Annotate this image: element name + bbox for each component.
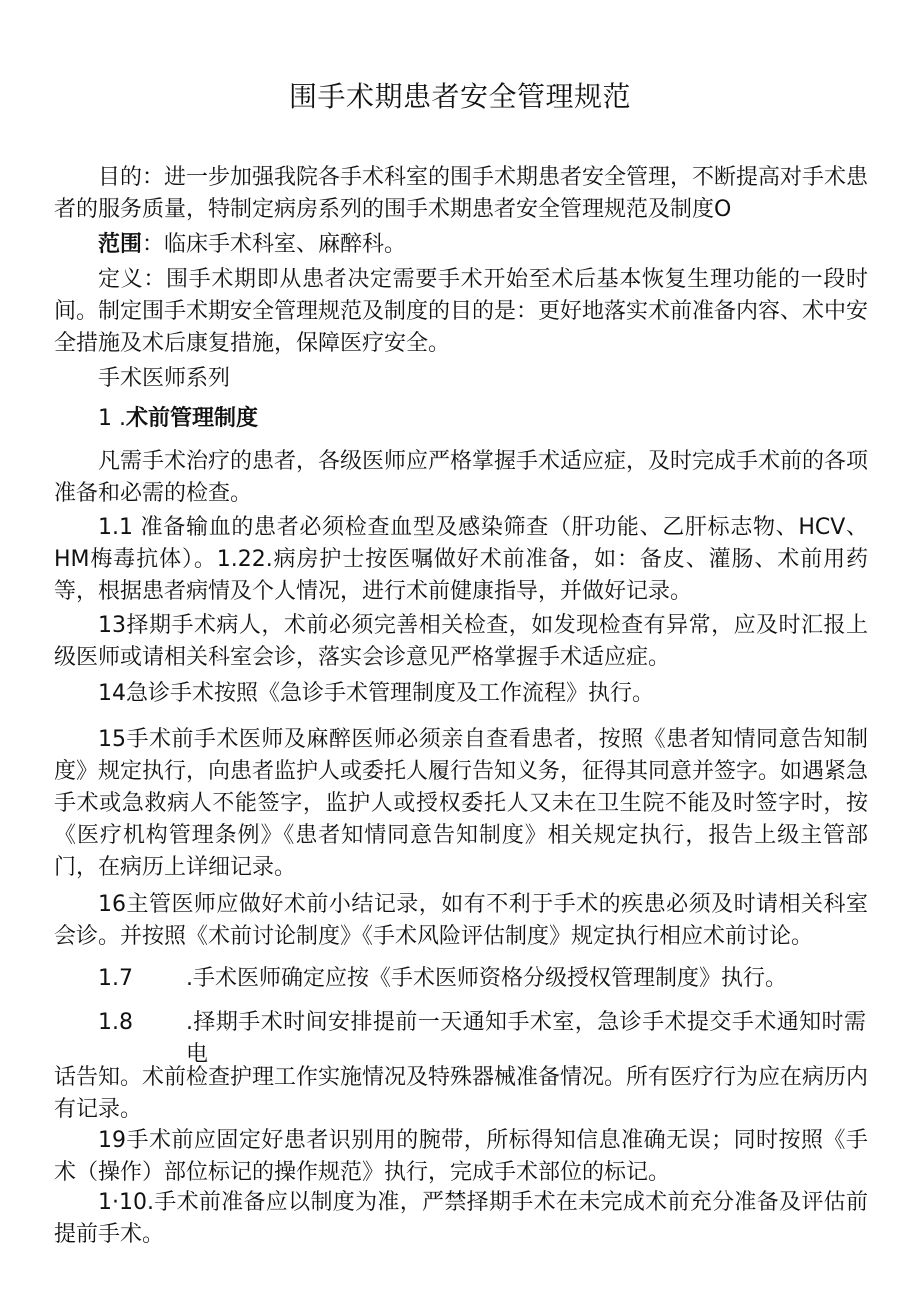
section1-number: 1 . — [98, 406, 126, 431]
section1-heading — [54, 403, 868, 435]
item-16-paragraph: 16主管医师应做好术前小结记录，如有不利于手术的疾患必须及时请相关科室会诊。并按照《术前讨论制度》《手术风险评估制度》规定执行相应术前讨论。 — [54, 892, 868, 949]
item-18-text: .择期手术时间安排提前一天通知手术室，急诊手术提交手术通知时需电 — [186, 1010, 866, 1067]
series-heading: 手术医师系列 — [98, 366, 231, 391]
item-18-number: 1.8 — [98, 1010, 133, 1035]
scope-text: ：临床手术科室、麻醉科。 — [142, 232, 407, 257]
document-title: 围手术期患者安全管理规范 — [288, 80, 631, 113]
section1-title: 术前管理制度 — [125, 406, 258, 431]
item-15-paragraph: 15手术前手术医师及麻醉医师必须亲自查看患者，按照《患者知情同意告知制度》规定执行，向患者监护人或委托人履行告知义务，征得其同意并签字。如遇紧急手术或急救病人不能签字，监护人或授权委托人又未在卫生院不能及时签字时，按《医疗机构管理条例》《患者知情同意告知制度》相关规定执行，报告上级主管部门，在病历上详细记录。 — [54, 727, 869, 880]
item-17-number: 1.7 — [98, 966, 133, 991]
item-14-paragraph: 14急诊手术按照《急诊手术管理制度及工作流程》执行。 — [98, 681, 654, 706]
item-1-1-paragraph: 1.1 准备输血的患者必须检查血型及感染筛查（肝功能、乙肝标志物、HCV、HM梅毒抗体）。1.22.病房护士按医嘱做好术前准备，如：备皮、灌肠、术前用药等，根据患者病情及个人情况，进行术前健康指导，并做好记录。 — [54, 515, 868, 604]
purpose-paragraph: 目的：进一步加强我院各手术科室的围手术期患者安全管理，不断提高对手术患者的服务质量，特制定病房系列的围手术期患者安全管理规范及制度O — [54, 165, 869, 222]
scope-label: 范围 — [98, 232, 143, 257]
item-19-paragraph: 19手术前应固定好患者识别用的腕带，所标得知信息准确无误；同时按照《手术（操作）部位标记的操作规范》执行，完成手术部位的标记。 — [54, 1128, 868, 1185]
item-17-text: .手术医师确定应按《手术医师资格分级授权管理制度》执行。 — [186, 966, 787, 991]
intro-paragraph: 凡需手术治疗的患者，各级医师应严格掌握手术适应症，及时完成手术前的各项准备和必需的检查。 — [54, 449, 869, 506]
scope-paragraph — [54, 229, 868, 261]
item-110-paragraph: 1·10.手术前准备应以制度为准，严禁择期手术在未完成术前充分准备及评估前提前手术。 — [54, 1190, 868, 1247]
definition-paragraph: 定义：围手术期即从患者决定需要手术开始至术后基本恢复生理功能的一段时间。制定围手术期安全管理规范及制度的目的是：更好地落实术前准备内容、术中安全措施及术后康复措施，保障医疗安全。 — [54, 267, 869, 356]
item-18-continuation: 话告知。术前检查护理工作实施情况及特殊器械准备情况。所有医疗行为应在病历内有记录。 — [54, 1065, 869, 1122]
item-13-paragraph: 13择期手术病人，术前必须完善相关检查，如发现检查有异常，应及时汇报上级医师或请相关科室会诊，落实会诊意见严格掌握手术适应症。 — [54, 613, 868, 670]
